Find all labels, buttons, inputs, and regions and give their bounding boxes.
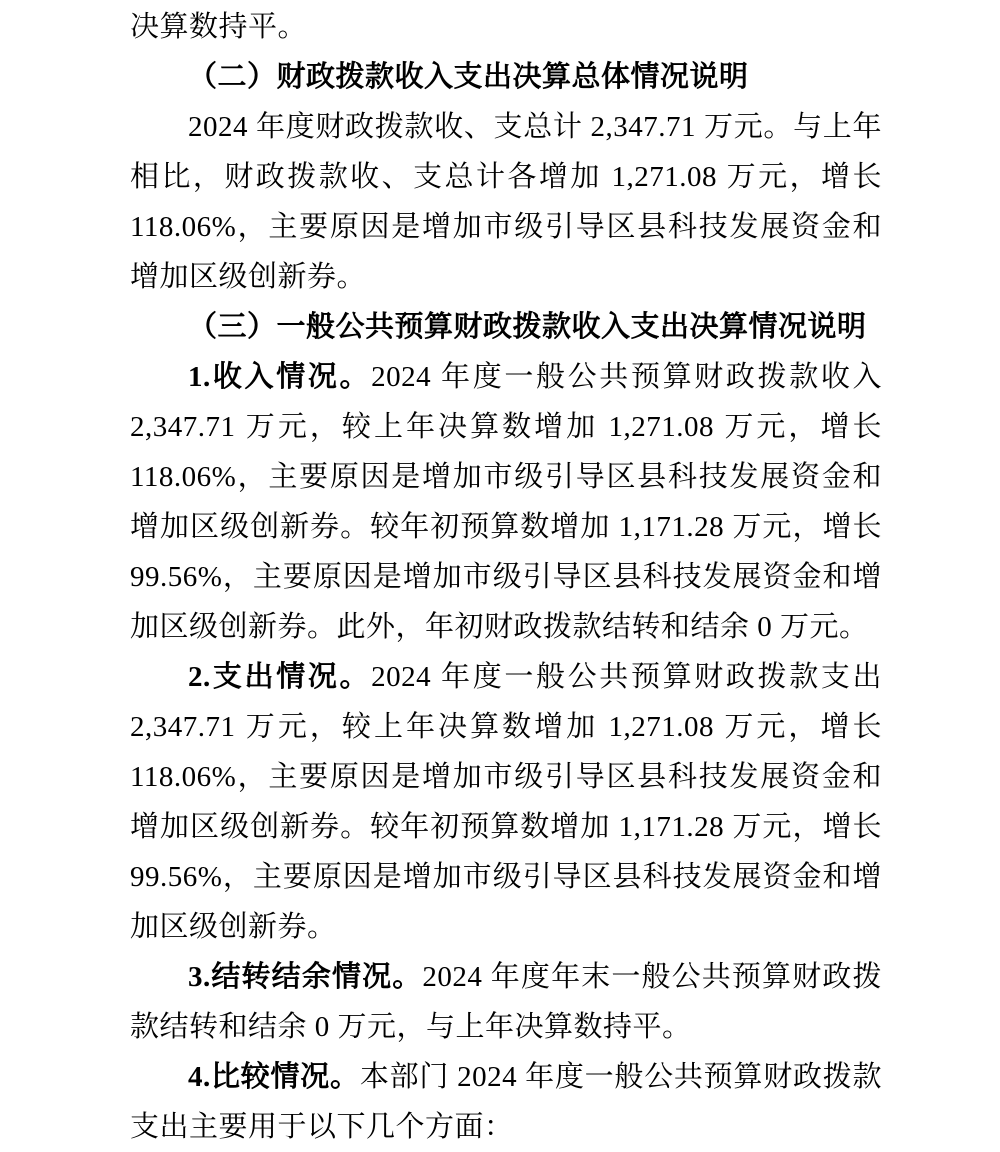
text-run: 2024 年度一般公共预算财政拨款收入 2,347.71 万元，较上年决算数增加 1,271.08 万元，增长 118.06%，主要原因是增加市级引导区县科技发展资金和增加区级创新券。较年初预算数增加 1,171.28 万元，增长 99.56%，主要原因是增加市级引导区县科技发展资金和增加区级创新券。此外，年初财政拨款结转和结余 0 万元。	[130, 361, 882, 643]
bold-text-run: 3.结转结余情况。	[188, 961, 423, 993]
text-run: 2024 年度年末一般公共预算财政拨款结转和结余 0 万元，与上年决算数持平。	[130, 961, 882, 1043]
paragraph	[130, 352, 882, 652]
paragraph	[130, 2, 882, 52]
bold-text-run: （二）财政拨款收入支出决算总体情况说明	[188, 61, 749, 93]
paragraph	[130, 1052, 882, 1152]
text-run: 本部门 2024 年度一般公共预算财政拨款支出主要用于以下几个方面：	[130, 1061, 882, 1143]
document-body	[130, 2, 882, 1152]
paragraph	[130, 952, 882, 1052]
text-run: 2024 年度一般公共预算财政拨款支出 2,347.71 万元，较上年决算数增加 1,271.08 万元，增长 118.06%，主要原因是增加市级引导区县科技发展资金和增加区级创新券。较年初预算数增加 1,171.28 万元，增长 99.56%，主要原因是增加市级引导区县科技发展资金和增加区级创新券。	[130, 661, 882, 943]
bold-text-run: 2.支出情况。	[188, 661, 372, 693]
bold-text-run: 4.比较情况。	[188, 1061, 360, 1093]
bold-text-run: （三）一般公共预算财政拨款收入支出决算情况说明	[188, 311, 867, 343]
bold-text-run: 1.收入情况。	[188, 361, 372, 393]
text-run: 2024 年度财政拨款收、支总计 2,347.71 万元。与上年相比，财政拨款收、支总计各增加 1,271.08 万元，增长 118.06%，主要原因是增加市级引导区县科技发展资金和增加区级创新券。	[130, 111, 882, 293]
text-run: 决算数持平。	[130, 11, 308, 43]
section-heading	[130, 302, 882, 352]
paragraph	[130, 652, 882, 952]
section-heading	[130, 52, 882, 102]
paragraph	[130, 102, 882, 302]
